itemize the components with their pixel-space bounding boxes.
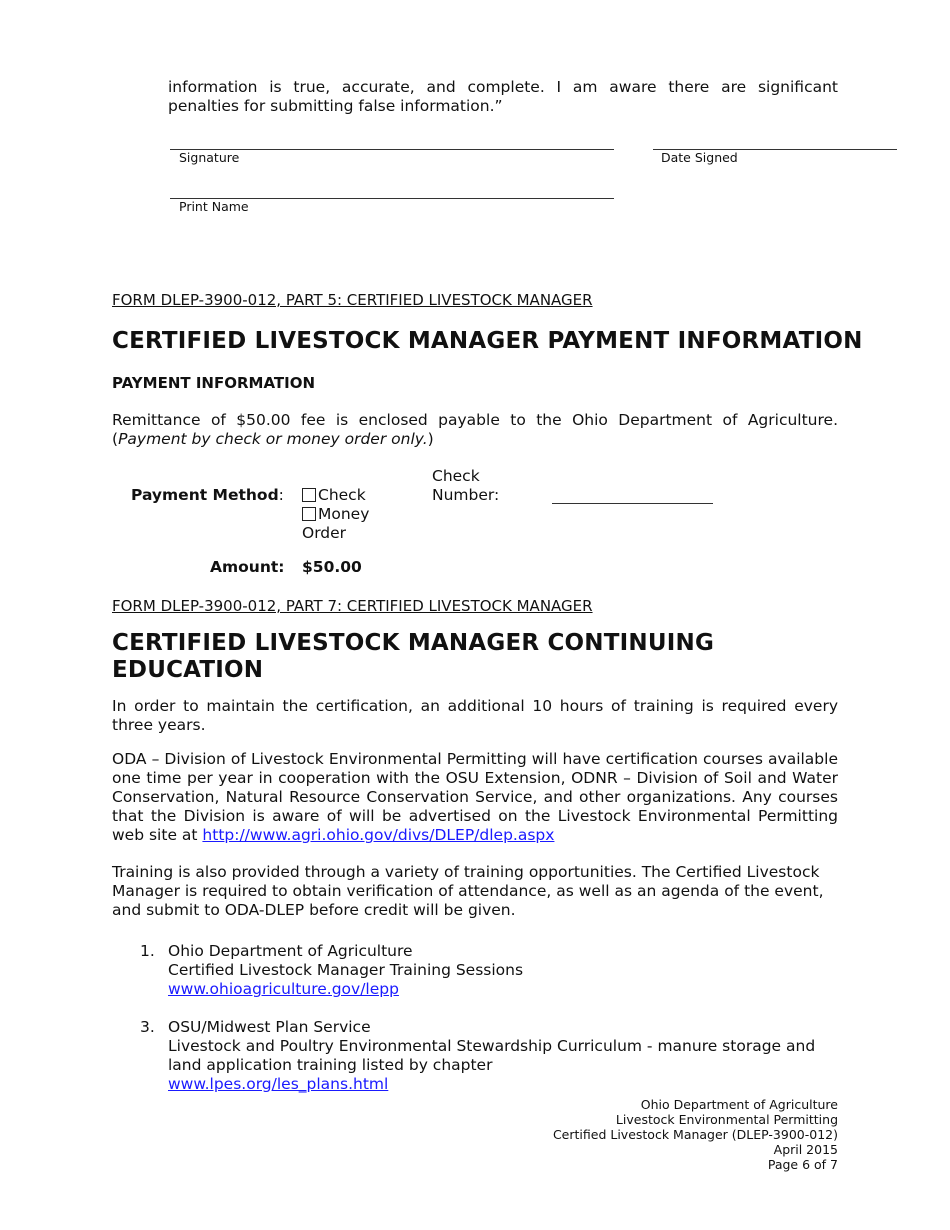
list-item (112, 942, 838, 999)
footer-line-1: Ohio Department of Agriculture (640, 1097, 838, 1112)
payment-method-colon: : (278, 486, 284, 504)
check-number-field[interactable] (552, 503, 713, 504)
part5-title: CERTIFIED LIVESTOCK MANAGER PAYMENT INFORMATION (112, 328, 863, 354)
check-checkbox[interactable] (302, 488, 316, 502)
attestation-line-1: information is true, accurate, and complete. I am aware there are significant (168, 78, 838, 96)
option-check-label: Check (318, 486, 366, 504)
remittance-note: Payment by check or money order only. (118, 430, 428, 448)
check-number-label (432, 467, 499, 505)
payment-method-label: Payment Method (131, 486, 279, 504)
attestation-line-2: penalties for submitting false information.” (168, 97, 503, 115)
amount-value: $50.00 (302, 558, 362, 576)
paren-close: ) (427, 430, 434, 448)
remittance-paragraph (112, 411, 838, 449)
part7-title-line-2: EDUCATION (112, 657, 264, 683)
remittance-text: Remittance of $50.00 fee is enclosed payable to the Ohio Department of Agriculture. (112, 411, 838, 429)
ce-paragraph-1: In order to maintain the certification, an additional 10 hours of training is required every three years. (112, 697, 838, 734)
training-resources-list (112, 942, 838, 1094)
ce-paragraph-3 (112, 863, 838, 920)
part7-title (112, 630, 714, 684)
oda-training-link[interactable]: www.ohioagriculture.gov/lepp (168, 980, 399, 998)
ce-paragraph-2 (112, 750, 838, 845)
option-order-label: Order (302, 524, 347, 542)
list-item-org: Ohio Department of Agriculture (168, 942, 413, 960)
option-check-row[interactable] (302, 486, 369, 505)
dlep-website-link[interactable]: http://www.agri.ohio.gov/divs/DLEP/dlep.aspx (202, 826, 555, 844)
ce-paragraph-2-text: ODA – Division of Livestock Environmental Permitting will have certification courses available one time per year in cooperation with the OSU Extension, ODNR – Division of Soil and Water Conservation, Natural Resource Conservation Service, and other organizations. Any courses that the Division is aware of will be advertised on the Livestock Environmental Permitting web site at (112, 750, 838, 844)
list-item-org: OSU/Midwest Plan Service (168, 1018, 371, 1036)
lpes-link[interactable]: www.lpes.org/les_plans.html (168, 1075, 389, 1093)
list-item (112, 1018, 838, 1094)
footer-line-4: April 2015 (773, 1142, 838, 1157)
date-signed-label: Date Signed (661, 150, 738, 165)
signature-label: Signature (179, 150, 240, 165)
check-number-label-line-1: Check (432, 467, 480, 485)
footer-page-number: Page 6 of 7 (767, 1157, 838, 1172)
check-number-label-line-2: Number: (432, 486, 500, 504)
list-item-number: 3. (140, 1018, 155, 1036)
ce-paragraph-3-line-3: and submit to ODA-DLEP before credit will be given. (112, 901, 516, 919)
list-item-desc: Certified Livestock Manager Training Sessions (168, 961, 524, 979)
payment-info-subheading: PAYMENT INFORMATION (112, 374, 316, 392)
part7-form-reference: FORM DLEP-3900-012, PART 7: CERTIFIED LIVESTOCK MANAGER (112, 597, 593, 615)
option-money-order-row[interactable] (302, 505, 369, 524)
option-money-label: Money (318, 505, 370, 523)
payment-options (302, 486, 369, 543)
attestation-text (168, 78, 838, 116)
list-item-number: 1. (140, 942, 155, 960)
amount-label: Amount: (210, 558, 285, 576)
part5-form-reference: FORM DLEP-3900-012, PART 5: CERTIFIED LIVESTOCK MANAGER (112, 291, 593, 309)
footer-line-2: Livestock Environmental Permitting (615, 1112, 838, 1127)
ce-paragraph-3-line-2: Manager is required to obtain verification of attendance, as well as an agenda of the event, (112, 882, 824, 900)
ce-paragraph-3-line-1: Training is also provided through a variety of training opportunities. The Certified Livestock (112, 863, 820, 881)
paren-open: ( (112, 430, 119, 448)
page-footer (553, 1097, 838, 1172)
payment-method-label-wrap (131, 486, 284, 504)
part7-title-line-1: CERTIFIED LIVESTOCK MANAGER CONTINUING (112, 630, 715, 656)
print-name-label: Print Name (179, 199, 249, 214)
list-item-desc: Livestock and Poultry Environmental Stewardship Curriculum - manure storage and land application training listed by chapter (168, 1037, 816, 1074)
money-order-checkbox[interactable] (302, 507, 316, 521)
footer-line-3: Certified Livestock Manager (DLEP-3900-012) (552, 1127, 838, 1142)
remittance-note-line (112, 430, 838, 449)
